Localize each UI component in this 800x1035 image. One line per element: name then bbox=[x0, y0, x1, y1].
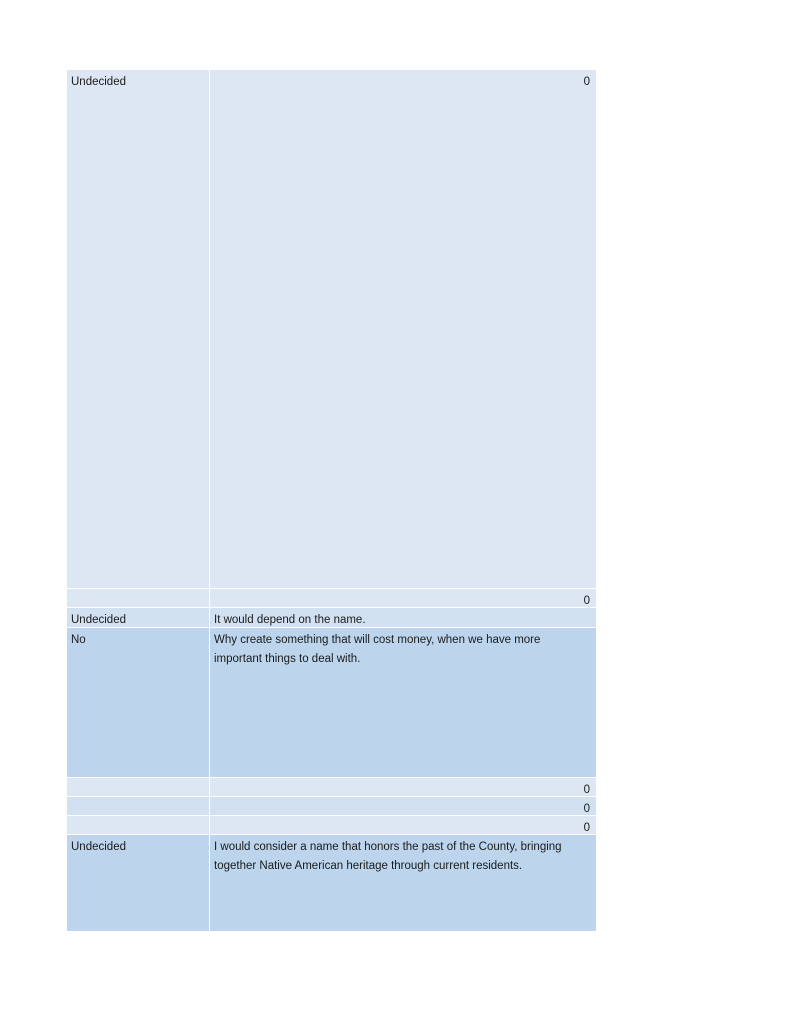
table-row[interactable] bbox=[67, 589, 596, 608]
response-cell[interactable] bbox=[67, 816, 210, 835]
comment-cell[interactable]: Why create something that will cost money, when we have more important things to deal with. bbox=[210, 628, 596, 778]
table-row[interactable] bbox=[67, 835, 596, 932]
comment-cell[interactable]: 0 bbox=[210, 778, 596, 797]
response-cell[interactable]: Undecided bbox=[67, 835, 210, 932]
spreadsheet-table bbox=[67, 70, 596, 932]
comment-cell[interactable]: 0 bbox=[210, 589, 596, 608]
response-cell[interactable]: Undecided bbox=[67, 70, 210, 589]
table-row[interactable] bbox=[67, 816, 596, 835]
table-row[interactable] bbox=[67, 797, 596, 816]
comment-cell[interactable]: 0 bbox=[210, 797, 596, 816]
response-cell[interactable]: No bbox=[67, 628, 210, 778]
response-cell[interactable] bbox=[67, 589, 210, 608]
comment-cell[interactable]: I would consider a name that honors the past of the County, bringing together Native American heritage through current residents. bbox=[210, 835, 596, 932]
table-row[interactable] bbox=[67, 628, 596, 778]
table-row[interactable] bbox=[67, 70, 596, 589]
table-row[interactable] bbox=[67, 778, 596, 797]
response-cell[interactable] bbox=[67, 797, 210, 816]
table-row[interactable] bbox=[67, 608, 596, 628]
response-cell[interactable] bbox=[67, 778, 210, 797]
comment-cell[interactable]: 0 bbox=[210, 70, 596, 589]
comment-cell[interactable]: It would depend on the name. bbox=[210, 608, 596, 628]
response-cell[interactable]: Undecided bbox=[67, 608, 210, 628]
comment-cell[interactable]: 0 bbox=[210, 816, 596, 835]
